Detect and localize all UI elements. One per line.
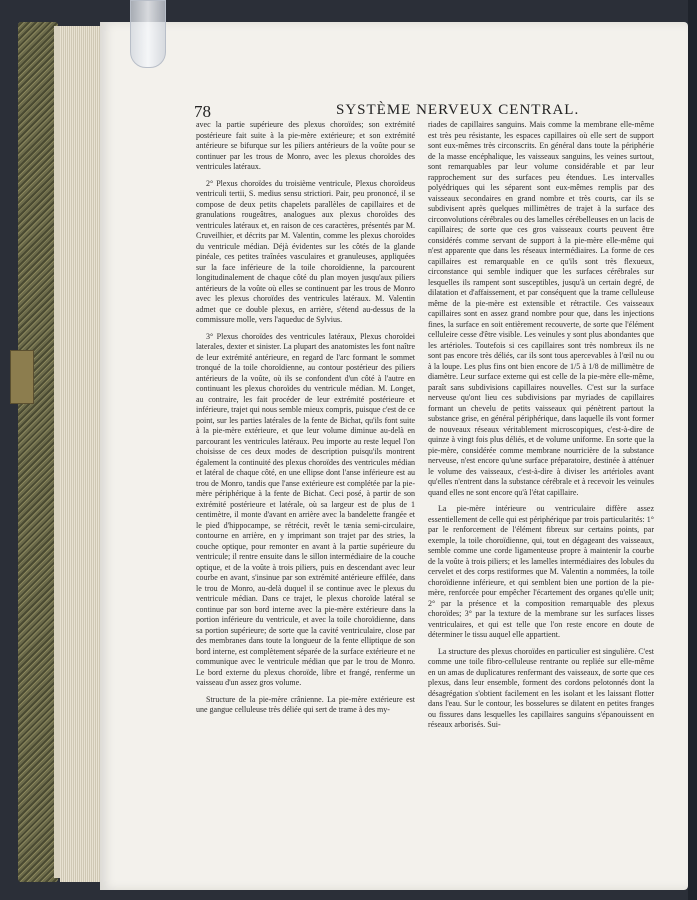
paragraph: riades de capillaires sanguins. Mais comme la membrane elle-même est très peu résistante, les espaces capillaires où elle sert de support sont eux-mêmes très circonscrits. En général dans toute la périphérie de la masse encéphalique, les vaisseaux sanguins, les veines surtout, sont remarquables par leur volume considérable et par leur rapprochement sur des surfaces peu étendues. Les intervalles polyédriques qui les séparent sont eux-mêmes remplis par des vaisseaux secondaires en grand nombre et très courts, car ils se subdivisent après quelques millimètres de trajet à la surface des circonvolutions cérébrales ou des lamelles cérébelleuses en un lacis de capillaires; de sorte que ces gros vaisseaux courts peuvent être considérés comme servant de support à la pie-mère elle-même qui n'est apparente que dans les réseaux intermédiaires. La forme de ces capillaires est remarquable en ce qu'ils sont très flexueux, circonstance qui semble indiquer que les surfaces cérébrales sur lesquelles ils rampent sont susceptibles, jusqu'à un certain degré, de dilatation et d'affaissement, et par conséquent que la trame celluleuse même de la pie-mère est extensible et rétractile. Ces vaisseaux capillaires sont en assez grand nombre pour que, dans les injections fines, la surface en soit entièrement recouverte, de sorte que l'élément celluleire cesse d'être visible. Les veinules y sont plus abondantes que les artérioles. Toutefois si ces capillaires sont très nombreux ils ne sont pas encore très déliés, car ils sont tous apercevables à l'œil nu ou à la loupe. Les plus fins ont bien encore de 1/5 à 1/8 de millimètre de diamètre. Leur surface externe qui est celle de la pie-mère elle-même, paraît sans subdivisions capillaires nouvelles. C'est sur la surface nerveuse qu'ont lieu ces subdivisions par myriades de capillaires formant un chevelu de petits vaisseaux qui pénètrent partout la substance grise, en général périphérique, dans laquelle ils vont former de nouveaux réseaux véritablement microscopiques, c'est-à-dire de quinze à vingt fois plus déliés, et de volume uniforme. En sorte que la pie-mère, considérée comme membrane nourricière de la substance nerveuse, n'est encore qu'une surface préparatoire, destinée à atténuer le volume des vaisseaux, c'est-à-dire à diviser les artérioles avant qu'elles n'entrent dans la substance cérébrale et à recevoir les veinules quand elles ne sont encore qu'à l'état capillaire. — [428, 120, 654, 497]
book-cover-edge — [18, 22, 58, 882]
book-tab — [10, 350, 34, 404]
paragraph: 3° Plexus choroïdes des ventricules latéraux, Plexus choroïdei laterales, dexter et sinister. La plupart des anatomistes les font naître de leur extrémité antérieure, en regard de l'arc formant le sommet tronqué de la toile choroïdienne, au contour postérieur des piliers antérieurs de la voûte, où ils se confondent d'un côté à l'autre en continuant les plexus choroïdes du ventricule médian. M. Longet, au contraire, les fait procéder de leur extrémité postérieure et inférieure, trajet qui nous semble mieux compris, puisque c'est de ce point, sur les parties latérales de la fente de Bichat, qu'ils font suite à la pie-mère extérieure, et que leur volume diminue au-delà en parcourant les ventricules latéraux. Peu importe au reste lequel l'on choisisse de ces deux modes de description puisqu'ils montrent également la continuité des plexus choroïdes des ventricules médian et latéral de chaque côté, en une ellipse dont l'anse inférieure est au trou de Monro, tandis que l'anse extérieure est complétée par la pie-mère périphérique à la fente de Bichat. Ceci posé, à partir de son extrémité postérieure et latérale, où sa largeur est de plus de 1 centimètre, il monte d'avant en arrière avec la bandelette frangée et le pied d'hippocampe, se rétrécit, revêt le tænia semi-circulaire, contourne en arrière, en y imprimant son trajet par des stries, la couche optique, pour remonter en avant à la partie supérieure du ventricule; il rentre ensuite dans le sillon intermédiaire de la couche optique, et de la voûte à trois piliers, puis en descendant avec leur courbe en avant, s'insinue par son extrémité antérieure effilée, dans le trou de Monro, au-delà duquel il se continue avec le plexus du ventricule médian. Dans ce trajet, le plexus choroïde latéral se continue par son bord interne avec la pie-mère extérieure dans la portion inférieure du ventricule, et avec la toile choroïdienne, dans sa portion supérieure; de sorte que la cavité ventriculaire, close par des membranes dans toute la longueur de la fente elliptique de son bord interne, est complètement séparée de la surface extérieure et ne communique avec le ventricule médian que par le trou de Monro. Le bord externe du plexus choroïde, libre et frangé, renferme un vaisseau d'un assez gros volume. — [196, 331, 415, 687]
paragraph: Structure de la pie-mère crânienne. La pie-mère extérieure est une gangue celluleuse très déliée qui sert de trame à des my- — [196, 694, 415, 714]
running-head: SYSTÈME NERVEUX CENTRAL. — [336, 102, 580, 118]
paragraph: 2° Plexus choroïdes du troisième ventricule, Plexus choroïdeus ventriculi tertii, S. medius sensu strictiori. Pair, peu prononcé, il se compose de deux petits chapelets parallèles de capillaires et de granulations rougeâtres, analogues aux plexus choroïdes des ventricules latéraux et, en raison de ces caractères, présentés par M. Cruveilhier, et décrits par M. Valentin, comme les plexus choroïdes du ventricule médian. Déjà évidentes sur les côtés de la glande pinéale, ces petites traînées vasculaires et granuleuses, appliquées sur la face inférieure de la toile choroïdienne, la parcourent longitudinalement de chaque côté du plan moyen jusqu'aux piliers antérieurs de la voûte où elles se continuent par les trous de Monro avec les plexus choroïdes des ventricules latéraux. M. Valentin admet que ce double plexus, en arrière, s'étend au-dessus de la commissure molle, vers l'aqueduc de Sylvius. — [196, 178, 415, 324]
paragraph: avec la partie supérieure des plexus choroïdes; son extrémité postérieure fait suite à la pie-mère extérieure; et son extrémité antérieure se bifurque sur les piliers antérieurs de la voûte pour se continuer par les trous de Monro, avec les plexus choroïdes des ventricules latéraux. — [196, 120, 415, 171]
right-column — [428, 120, 654, 737]
page-clip — [130, 0, 166, 68]
book-page — [100, 22, 688, 890]
background-strip — [688, 0, 697, 900]
paragraph: La structure des plexus choroïdes en particulier est singulière. C'est comme une toile fibro-celluleuse rentrante ou repliée sur elle-même en un amas de duplicatures renfermant des vaisseaux, de sorte que ces plexus, dans leur ensemble, forment des cordons pelotonnés dont la désagrégation s'obtient facilement en les isolant et les laissant flotter dans l'eau. Sur le contour, les bosselures se dilatent en petites franges ou fissures dans lesquelles les capillaires sanguins s'épanouissent en réseaux arborisés. Sui- — [428, 646, 654, 729]
page-stack — [60, 26, 104, 882]
page-number: 78 — [194, 102, 211, 121]
left-column — [196, 120, 415, 722]
paragraph: La pie-mère intérieure ou ventriculaire diffère assez essentiellement de celle qui est périphérique par trois particularités: 1° par le renforcement de l'élément fibreux sur certains points, par exemple, la toile choroïdienne, qui, tout en dégageant des vaisseaux, semble comme une corde ligamenteuse propre à maintenir la courbe de la voûte à trois piliers; et les lamelles intermédiaires des lobules du cervelet et des corps restiformes que M. Valentin a nommées, la toile choroïdienne inférieure, et qui semblent bien une portion de la pie-mère, renforcée pour empêcher l'écartement des organes qu'elle unit; 2° par la présence et la composition remarquable des plexus choroïdes; 3° par la texture de la membrane sur les surfaces lisses ventriculaires, et qui est telle que l'on reste encore en doute de déterminer le tissu auquel elle appartient. — [428, 504, 654, 639]
